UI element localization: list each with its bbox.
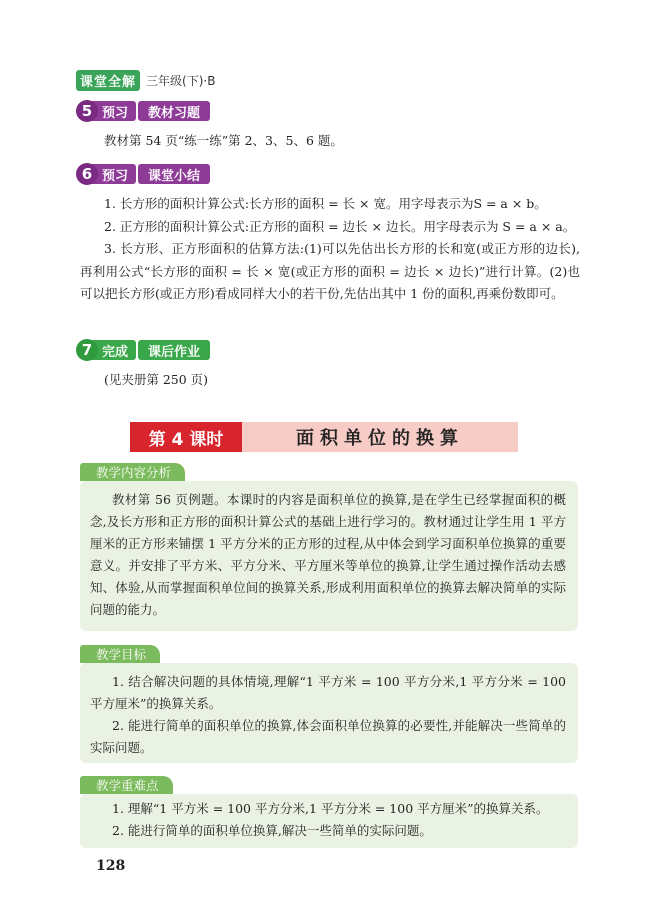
lesson-title: 面积单位的换算 <box>242 422 518 452</box>
section-5-body <box>80 130 580 153</box>
lesson-banner <box>130 422 518 452</box>
section-number-badge: 6 <box>76 163 98 185</box>
analysis-box <box>80 481 578 631</box>
summary-item: 3. 长方形、正方形面积的估算方法:(1)可以先估出长方形的长和宽(或正方形的边长),再利用公式“长方形的面积 = 长 × 宽(或正方形的面积 = 边长 × 边长)”进行计算。(2)也可以把长方形(或正方形)看成同样大小的若干份,先估出其中 1 份的面积,再乘份数即可。 <box>80 241 580 301</box>
keypoints-box <box>80 794 578 848</box>
section-6-body <box>80 193 580 306</box>
goals-box <box>80 663 578 763</box>
goals-tab: 教学目标 <box>80 645 160 663</box>
keypoint-item: 1. 理解“1 平方米 = 100 平方分米,1 平方分米 = 100 平方厘米”的换算关系。 <box>112 801 549 816</box>
section-title: 课堂小结 <box>138 164 210 184</box>
page-number: 128 <box>96 858 126 874</box>
goals-body <box>80 663 578 767</box>
section-tag: 预习 <box>90 164 136 184</box>
lesson-label: 第 4 课时 <box>130 422 242 452</box>
section-5-heading <box>76 100 210 122</box>
brand-logo: 课堂全解 <box>76 70 140 91</box>
section-tag: 预习 <box>90 101 136 121</box>
goal-item: 2. 能进行简单的面积单位的换算,体会面积单位换算的必要性,并能解决一些简单的实际问题。 <box>90 718 566 755</box>
grade-label: 三年级(下)·B <box>146 74 216 88</box>
analysis-tab: 教学内容分析 <box>80 463 185 481</box>
section-tag: 完成 <box>90 340 136 360</box>
section-number-badge: 5 <box>76 100 98 122</box>
section-title: 课后作业 <box>138 340 210 360</box>
summary-item: 2. 正方形的面积计算公式:正方形的面积 = 边长 × 边长。用字母表示为 S = a × a。 <box>104 218 576 234</box>
keypoints-body <box>80 794 578 850</box>
section-5-text: 教材第 54 页“练一练”第 2、3、5、6 题。 <box>104 133 343 148</box>
analysis-body <box>80 481 578 629</box>
section-7-heading <box>76 339 210 361</box>
summary-item: 1. 长方形的面积计算公式:长方形的面积 = 长 × 宽。用字母表示为S = a × b。 <box>104 196 547 211</box>
page-header <box>76 70 215 91</box>
keypoint-item: 2. 能进行简单的面积单位换算,解决一些简单的实际问题。 <box>112 823 432 838</box>
keypoints-tab: 教学重难点 <box>80 776 173 794</box>
section-number-badge: 7 <box>76 339 98 361</box>
goal-item: 1. 结合解决问题的具体情境,理解“1 平方米 = 100 平方分米,1 平方分米 = 100 平方厘米”的换算关系。 <box>90 674 566 711</box>
analysis-text: 教材第 56 页例题。本课时的内容是面积单位的换算,是在学生已经掌握面积的概念,及长方形和正方形的面积计算公式的基础上进行学习的。教材通过让学生用 1 平方厘米的正方形来铺摆 1 平方分米的正方形的过程,从中体会到学习面积单位换算的重要意义。并安排了平方米、平方分米、平方厘米等单位的换算,让学生通过操作活动去感知、体验,从而掌握面积单位间的换算关系,形成利用面积单位的换算去解决简单的实际问题的能力。 <box>90 492 566 617</box>
section-title: 教材习题 <box>138 101 210 121</box>
section-7-body <box>80 369 580 392</box>
section-6-heading <box>76 163 210 185</box>
homework-reference: (见夹册第 250 页) <box>104 372 209 387</box>
